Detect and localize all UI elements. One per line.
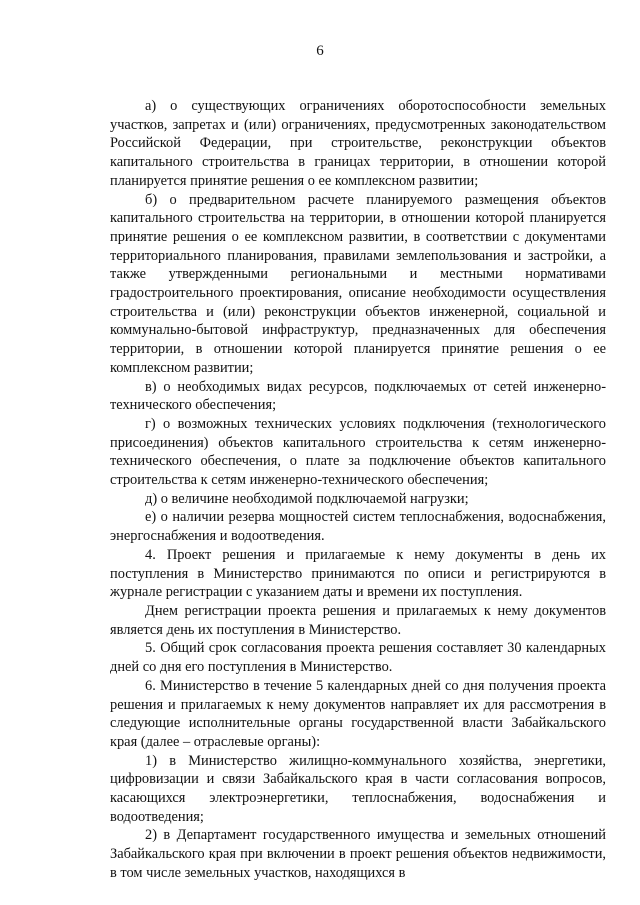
paragraph-sub-2: 2) в Департамент государственного имущества и земельных отношений Забайкальского края при включении в проект решения объектов недвижимости, в том числе земельных участков, находящихся в [110,827,606,881]
paragraph-section-5: 5. Общий срок согласования проекта решения составляет 30 календарных дней со дня его поступления в Министерство. [110,640,606,676]
paragraph-registration-day: Днем регистрации проекта решения и прилагаемых к нему документов является день их поступления в Министерство. [110,602,606,638]
paragraph-section-6: 6. Министерство в течение 5 календарных дней со дня получения проекта решения и прилагаемых к нему документов направляет их для рассмотрения в следующие исполнительные органы государственной власти Забайкальского края (далее – отраслевые органы): [110,677,606,750]
paragraph-item-d: д) о величине необходимой подключаемой нагрузки; [145,490,469,507]
paragraph-item-a: а) о существующих ограничениях оборотоспособности земельных участков, запретах и (или) ограничениях, предусмотренных законодательством Российской Федерации, при строительстве, реконструкции объектов капитального строительства в границах территории, в отношении которой планируется принятие решения о ее комплексном развитии; [110,98,606,189]
paragraph-item-v: в) о необходимых видах ресурсов, подключаемых от сетей инженерно-технического обеспечения; [110,378,606,414]
paragraph-item-g: г) о возможных технических условиях подключения (технологического присоединения) объектов капитального строительства к сетям инженерно-технического обеспечения, о плате за подключение объектов капитального строительства к сетям инженерно-технического обеспечения; [110,415,606,489]
paragraph-section-4: 4. Проект решения и прилагаемые к нему документы в день их поступления в Министерство принимаются по описи и регистрируются в журнале регистрации с указанием даты и времени их поступления. [110,546,606,601]
document-body [110,97,606,883]
paragraph-item-b: б) о предварительном расчете планируемого размещения объектов капитального строительства на территории, в отношении которой планируется принятие решения о ее комплексном развитии, в соответствии с документами территориального планирования, правилами землепользования и застройки, а также утвержденными региональными и местными нормативами градостроительного проектирования, описание необходимости осуществления строительства и (или) реконструкции объектов инженерной, социальной и коммунально-бытовой инфраструктур, предназначенных для обеспечения территории, в отношении которой планируется принятие решения о ее комплексном развитии; [110,191,606,376]
paragraph-sub-1: 1) в Министерство жилищно-коммунального хозяйства, энергетики, цифровизации и связи Забайкальского края в части согласования вопросов, касающихся электроэнергетики, теплоснабжения, водоснабжения и водоотведения; [110,752,606,825]
page-number: 6 [316,43,324,59]
paragraph-item-e: е) о наличии резерва мощностей систем теплоснабжения, водоснабжения, энергоснабжения и водоотведения. [110,509,606,545]
